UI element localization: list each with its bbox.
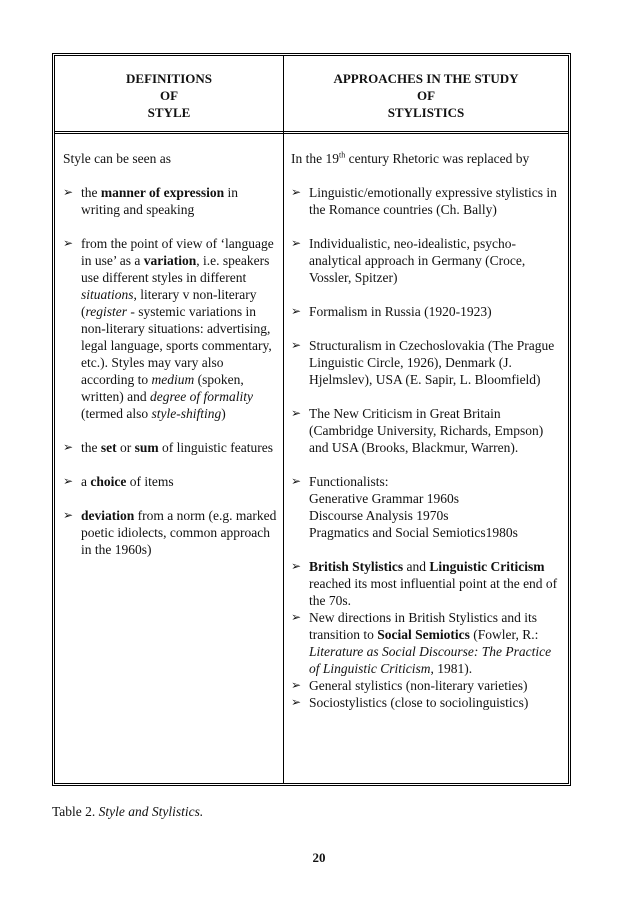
item-text: , literary v non-literary ( <box>81 287 257 319</box>
list-item <box>291 303 561 320</box>
list-item <box>291 609 561 677</box>
bold-term: British Stylistics <box>309 559 404 574</box>
item-text: ) <box>221 406 226 421</box>
list-item <box>63 439 278 456</box>
caption-title: Style and Stylistics. <box>98 804 204 819</box>
header-line: STYLISTICS <box>387 105 465 120</box>
list-item <box>291 184 561 218</box>
item-text: (spoken, written) and <box>81 372 244 404</box>
item-text: a <box>81 474 91 489</box>
item-text: General stylistics (non-literary varieties) <box>309 678 528 693</box>
item-text: and <box>403 559 430 574</box>
item-text: Generative Grammar 1960s <box>309 491 459 506</box>
approaches-intro <box>291 150 561 167</box>
header-line: DEFINITIONS <box>126 71 212 86</box>
style-stylistics-table <box>52 53 571 786</box>
italic-term: style-shifting <box>151 406 222 421</box>
bold-term: manner of expression <box>100 185 225 200</box>
definitions-list <box>63 184 278 558</box>
italic-term: Literature as Social Discourse: The Practice of Linguistic Criticism <box>309 644 552 676</box>
intro-text: In the 19 <box>291 151 339 166</box>
list-item <box>63 184 278 218</box>
list-item <box>63 507 278 558</box>
bold-term: variation <box>143 253 197 268</box>
item-text: or <box>116 440 135 455</box>
arrow-bullet-icon: ➢ <box>291 559 302 573</box>
item-text: Pragmatics and Social Semiotics1980s <box>309 525 518 540</box>
list-item <box>291 677 561 694</box>
list-item <box>291 405 561 456</box>
approaches-column <box>291 150 561 711</box>
bold-term: set <box>100 440 117 455</box>
header-divider <box>55 131 568 134</box>
bold-term: sum <box>134 440 159 455</box>
table-caption <box>52 804 203 820</box>
arrow-bullet-icon: ➢ <box>63 508 74 522</box>
italic-term: register <box>85 304 127 319</box>
bold-term: deviation <box>81 508 135 523</box>
item-text: of items <box>126 474 174 489</box>
list-item <box>291 558 561 609</box>
header-line: OF <box>159 88 179 103</box>
item-text: in writing and speaking <box>81 185 239 217</box>
item-text: Linguistic/emotionally expressive stylistics in the Romance countries (Ch. Bally) <box>309 185 557 217</box>
item-text: the <box>81 185 101 200</box>
list-item <box>291 694 561 711</box>
bold-term: choice <box>90 474 127 489</box>
list-item <box>291 235 561 286</box>
approaches-list <box>291 184 561 711</box>
column-divider <box>283 56 284 783</box>
item-text: Functionalists: <box>309 474 389 489</box>
arrow-bullet-icon: ➢ <box>63 440 74 454</box>
item-text: reached its most influential point at the end of the 70s. <box>309 576 558 608</box>
list-item <box>291 337 561 388</box>
arrow-bullet-icon: ➢ <box>63 474 74 488</box>
bold-term: Social Semiotics <box>377 627 470 642</box>
arrow-bullet-icon: ➢ <box>63 185 74 199</box>
item-text: from a norm (e.g. marked poetic idiolects, common approach in the 1960s) <box>81 508 277 557</box>
caption-prefix: Table 2. <box>52 804 99 819</box>
definitions-header <box>55 70 283 121</box>
item-text: Formalism in Russia (1920-1923) <box>309 304 492 319</box>
page-number: 20 <box>312 850 326 865</box>
arrow-bullet-icon: ➢ <box>291 610 302 624</box>
item-text: of linguistic features <box>158 440 273 455</box>
item-text: - systemic variations in non-literary situations: advertising, legal language, sports commentary, etc.). Styles may vary also according to <box>81 304 272 387</box>
header-line: OF <box>416 88 436 103</box>
item-text: Individualistic, neo-idealistic, psycho-analytical approach in Germany (Croce, Vossler, Spitzer) <box>309 236 526 285</box>
arrow-bullet-icon: ➢ <box>291 678 302 692</box>
list-item <box>63 473 278 490</box>
approaches-header <box>284 70 568 121</box>
arrow-bullet-icon: ➢ <box>291 185 302 199</box>
intro-text: century Rhetoric was replaced by <box>345 151 530 166</box>
header-line: APPROACHES IN THE STUDY <box>333 71 519 86</box>
arrow-bullet-icon: ➢ <box>291 338 302 352</box>
header-line: STYLE <box>147 105 191 120</box>
arrow-bullet-icon: ➢ <box>63 236 74 250</box>
italic-term: medium <box>151 372 195 387</box>
item-text: (Fowler, R.: <box>469 627 539 642</box>
item-text: (termed also <box>81 406 152 421</box>
bold-term: Linguistic Criticism <box>429 559 545 574</box>
arrow-bullet-icon: ➢ <box>291 406 302 420</box>
arrow-bullet-icon: ➢ <box>291 304 302 318</box>
italic-term: situations <box>81 287 134 302</box>
arrow-bullet-icon: ➢ <box>291 236 302 250</box>
list-item <box>63 235 278 422</box>
item-text: New directions in British Stylistics and its transition to <box>309 610 537 642</box>
item-text: from the point of view of ‘language in use’ as a <box>81 236 274 268</box>
item-text: The New Criticism in Great Britain (Cambridge University, Richards, Empson) and USA (Brooks, Blackmur, Warren). <box>309 406 544 455</box>
italic-term: degree of formality <box>149 389 253 404</box>
item-text: , 1981). <box>430 661 473 676</box>
item-text: Structuralism in Czechoslovakia (The Prague Linguistic Circle, 1926), Denmark (J. Hjelmslev), USA (E. Sapir, L. Bloomfield) <box>309 338 555 387</box>
definitions-column <box>63 150 278 575</box>
item-text: Discourse Analysis 1970s <box>309 508 449 523</box>
ordinal-suffix: th <box>339 150 346 160</box>
definitions-intro: Style can be seen as <box>63 151 171 166</box>
item-text: the <box>81 440 101 455</box>
arrow-bullet-icon: ➢ <box>291 695 302 709</box>
arrow-bullet-icon: ➢ <box>291 474 302 488</box>
item-text: Sociostylistics (close to sociolinguistics) <box>309 695 529 710</box>
item-text: , i.e. speakers use different styles in different <box>81 253 270 285</box>
list-item <box>291 473 561 541</box>
